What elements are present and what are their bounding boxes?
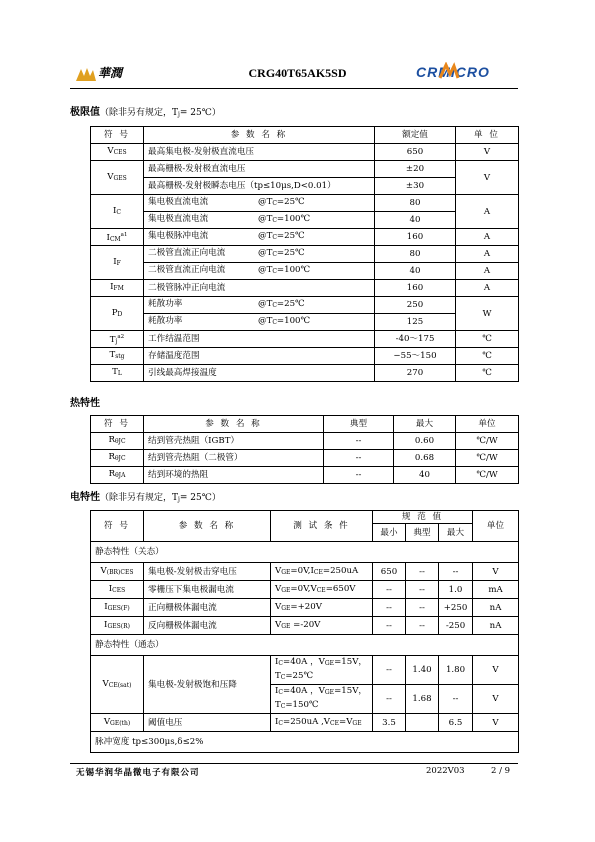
unit-cell: A — [456, 263, 519, 280]
col-header-min: 最小 — [373, 524, 406, 542]
electrical-title: 电特性 — [70, 492, 100, 503]
typ-cell — [406, 714, 439, 732]
pulse-footnote: 脉冲宽度 tp≤300μs,δ≤2% — [91, 732, 519, 753]
table-row — [91, 178, 519, 195]
symbol-cell: IGES(F) — [91, 599, 144, 617]
table-row — [91, 195, 519, 212]
symbol-cell: VGES — [91, 161, 144, 195]
max-cell: -250 — [439, 617, 473, 635]
table-header-row — [91, 511, 519, 524]
max-ratings-heading — [70, 103, 221, 118]
max-cell: 0.60 — [394, 433, 456, 450]
table-row — [91, 144, 519, 161]
max-cell: 6.5 — [439, 714, 473, 732]
table-row — [91, 714, 519, 732]
col-header-param: 参 数 名 称 — [144, 511, 271, 542]
table-row — [91, 229, 519, 246]
unit-cell: V — [473, 656, 519, 685]
value-cell: −55～150 — [375, 348, 456, 365]
cond-cell: VGE=+20V — [271, 599, 373, 617]
value-cell: 80 — [375, 195, 456, 212]
param-cell: 引线最高焊接温度 — [144, 365, 375, 382]
col-header-symbol: 符 号 — [91, 511, 144, 542]
symbol-cell: IC — [91, 195, 144, 229]
param-cell: 最高栅极-发射极瞬态电压（tp≤10μs,D<0.01） — [144, 178, 375, 195]
electrical-note: （除非另有规定，T — [100, 493, 179, 503]
symbol-cell: IF — [91, 246, 144, 280]
table-row — [91, 331, 519, 348]
table-row — [91, 599, 519, 617]
typ-cell: -- — [324, 467, 394, 484]
thermal-heading — [70, 394, 100, 409]
table-row — [91, 212, 519, 229]
min-cell: -- — [373, 599, 406, 617]
table-row — [91, 365, 519, 382]
param-cell: 二极管直流正向电流 @TC=100℃ — [144, 263, 375, 280]
col-header-rated: 额定值 — [375, 127, 456, 144]
symbol-cell: IFM — [91, 280, 144, 297]
max-cell: 40 — [394, 467, 456, 484]
thermal-title: 热特性 — [70, 398, 100, 409]
symbol-cell: TL — [91, 365, 144, 382]
header-rule — [70, 88, 518, 89]
min-cell: -- — [373, 656, 406, 685]
value-cell: ±30 — [375, 178, 456, 195]
unit-cell: ℃ — [456, 348, 519, 365]
col-header-typ: 典型 — [324, 416, 394, 433]
footer-company: 无锡华润华晶微电子有限公司 — [76, 768, 200, 778]
unit-cell: V — [473, 563, 519, 581]
value-cell: 250 — [375, 297, 456, 314]
param-cell: 二极管脉冲正向电流 — [144, 280, 375, 297]
unit-cell: ℃ — [456, 331, 519, 348]
table-row — [91, 161, 519, 178]
section-row — [91, 542, 519, 563]
logo-swirl-icon — [438, 62, 460, 82]
unit-cell: A — [456, 280, 519, 297]
symbol-cell: VCES — [91, 144, 144, 161]
cond-cell: VGE =-20V — [271, 617, 373, 635]
typ-cell: -- — [324, 450, 394, 467]
max-ratings-note-sub: j — [178, 111, 180, 118]
value-cell: 160 — [375, 229, 456, 246]
col-header-symbol: 符 号 — [91, 127, 144, 144]
value-cell: 40 — [375, 263, 456, 280]
footer-rule — [70, 763, 518, 764]
param-cell: 二极管直流正向电流 @TC=25℃ — [144, 246, 375, 263]
param-cell: 最高集电极-发射极直流电压 — [144, 144, 375, 161]
max-ratings-title: 极限值 — [70, 107, 100, 118]
value-cell: 650 — [375, 144, 456, 161]
symbol-cell: $ICM^{a1}$ — [91, 229, 144, 246]
min-cell: 3.5 — [373, 714, 406, 732]
max-cell: 0.68 — [394, 450, 456, 467]
table-row — [91, 656, 519, 685]
document-title: CRG40T65AK5SD — [248, 66, 347, 80]
cond-cell: IC=40A ，VGE=15V， TC=150℃ — [271, 685, 373, 714]
table-row — [91, 297, 519, 314]
param-cell: 存储温度范围 — [144, 348, 375, 365]
value-cell: 270 — [375, 365, 456, 382]
typ-cell: 1.40 — [406, 656, 439, 685]
param-cell: 集电极-发射极饱和压降 — [144, 656, 271, 714]
electrical-note-sub: j — [178, 496, 180, 503]
max-cell: +250 — [439, 599, 473, 617]
param-cell: 耗散功率 @TC=100℃ — [144, 314, 375, 331]
table-row — [91, 563, 519, 581]
symbol-cell: VGE(th) — [91, 714, 144, 732]
unit-cell: A — [456, 229, 519, 246]
symbol-cell: V(BR)CES — [91, 563, 144, 581]
col-header-typ: 典型 — [406, 524, 439, 542]
table-row — [91, 246, 519, 263]
max-cell: -- — [439, 685, 473, 714]
param-cell: 集电极-发射极击穿电压 — [144, 563, 271, 581]
param-cell: 结到管壳热阻（IGBT） — [144, 433, 324, 450]
symbol-cell: $Tj^{a2}$ — [91, 331, 144, 348]
table-row — [91, 280, 519, 297]
cond-cell: IC=250uA ,VCE=VGE — [271, 714, 373, 732]
col-header-param: 参 数 名 称 — [144, 127, 375, 144]
min-cell: -- — [373, 581, 406, 599]
footer-version: 2022V03 — [426, 766, 465, 776]
col-header-range: 规 范 值 — [373, 511, 473, 524]
param-cell: 耗散功率 @TC=25℃ — [144, 297, 375, 314]
max-cell: 1.80 — [439, 656, 473, 685]
typ-cell: -- — [406, 617, 439, 635]
typ-cell: -- — [324, 433, 394, 450]
col-header-cond: 测 试 条 件 — [271, 511, 373, 542]
cond-cell: VGE=0V,VCE=650V — [271, 581, 373, 599]
param-cell: 集电极脉冲电流 @TC=25℃ — [144, 229, 375, 246]
unit-cell: V — [473, 685, 519, 714]
col-header-unit: 单 位 — [456, 127, 519, 144]
footer-page-number: 2 / 9 — [491, 766, 511, 776]
symbol-cell: RθJC — [91, 450, 144, 467]
param-cell: 集电极直流电流 @TC=25℃ — [144, 195, 375, 212]
symbol-cell: RθJC — [91, 433, 144, 450]
min-cell: -- — [373, 617, 406, 635]
table-header-row — [91, 416, 519, 433]
unit-cell: A — [456, 195, 519, 229]
typ-cell: 1.68 — [406, 685, 439, 714]
electrical-note-tail: = 25℃） — [179, 493, 221, 503]
logo-right-text: CRMICRO — [416, 64, 490, 80]
table-row — [91, 467, 519, 484]
static-on-label: 静态特性（通态） — [91, 635, 519, 656]
symbol-cell: VCE(sat) — [91, 656, 144, 714]
typ-cell: -- — [406, 563, 439, 581]
param-cell: 集电极直流电流 @TC=100℃ — [144, 212, 375, 229]
table-row — [91, 263, 519, 280]
unit-cell: V — [473, 714, 519, 732]
logo-left-text: 華潤 — [98, 66, 123, 80]
symbol-cell: IGES(R) — [91, 617, 144, 635]
value-cell: 125 — [375, 314, 456, 331]
unit-cell: nA — [473, 599, 519, 617]
col-header-max: 最大 — [394, 416, 456, 433]
max-ratings-note-tail: = 25℃） — [179, 108, 221, 118]
symbol-cell: Tstg — [91, 348, 144, 365]
table-row — [91, 617, 519, 635]
value-cell: -40～175 — [375, 331, 456, 348]
unit-cell: A — [456, 246, 519, 263]
unit-cell: mA — [473, 581, 519, 599]
table-row — [91, 433, 519, 450]
unit-cell: ℃/W — [456, 433, 519, 450]
cond-cell: VGE=0V,ICE=250uA — [271, 563, 373, 581]
param-cell: 反向栅极体漏电流 — [144, 617, 271, 635]
cond-cell: IC=40A ，VGE=15V， TC=25℃ — [271, 656, 373, 685]
min-cell: 650 — [373, 563, 406, 581]
param-cell: 结到管壳热阻（二极管） — [144, 450, 324, 467]
unit-cell: W — [456, 297, 519, 331]
value-cell: 160 — [375, 280, 456, 297]
col-header-unit: 单位 — [456, 416, 519, 433]
thermal-table — [90, 415, 519, 484]
param-cell: 最高栅极-发射极直流电压 — [144, 161, 375, 178]
max-cell: -- — [439, 563, 473, 581]
value-cell: ±20 — [375, 161, 456, 178]
symbol-cell: ICES — [91, 581, 144, 599]
col-header-symbol: 符 号 — [91, 416, 144, 433]
table-row — [91, 348, 519, 365]
max-ratings-table — [90, 126, 519, 382]
param-cell: 工作结温范围 — [144, 331, 375, 348]
typ-cell: -- — [406, 581, 439, 599]
footnote-row — [91, 732, 519, 753]
table-header-row — [91, 127, 519, 144]
param-cell: 阈值电压 — [144, 714, 271, 732]
col-header-max: 最大 — [439, 524, 473, 542]
table-row — [91, 450, 519, 467]
company-logo-right — [416, 62, 516, 84]
unit-cell: ℃/W — [456, 450, 519, 467]
unit-cell: ℃ — [456, 365, 519, 382]
value-cell: 40 — [375, 212, 456, 229]
col-header-param: 参 数 名 称 — [144, 416, 324, 433]
param-cell: 零栅压下集电极漏电流 — [144, 581, 271, 599]
electrical-table — [90, 510, 519, 753]
symbol-cell: PD — [91, 297, 144, 331]
table-row — [91, 314, 519, 331]
max-ratings-note: （除非另有规定，T — [100, 108, 179, 118]
symbol-cell: RθJA — [91, 467, 144, 484]
min-cell: -- — [373, 685, 406, 714]
max-cell: 1.0 — [439, 581, 473, 599]
unit-cell: ℃/W — [456, 467, 519, 484]
section-row — [91, 635, 519, 656]
unit-cell: V — [456, 144, 519, 161]
param-cell: 正向栅极体漏电流 — [144, 599, 271, 617]
typ-cell: -- — [406, 599, 439, 617]
value-cell: 80 — [375, 246, 456, 263]
unit-cell: nA — [473, 617, 519, 635]
unit-cell: V — [456, 161, 519, 195]
table-row — [91, 581, 519, 599]
electrical-heading — [70, 488, 221, 503]
col-header-unit: 单位 — [473, 511, 519, 542]
param-cell: 结到环境的热阻 — [144, 467, 324, 484]
static-off-label: 静态特性（关态） — [91, 542, 519, 563]
